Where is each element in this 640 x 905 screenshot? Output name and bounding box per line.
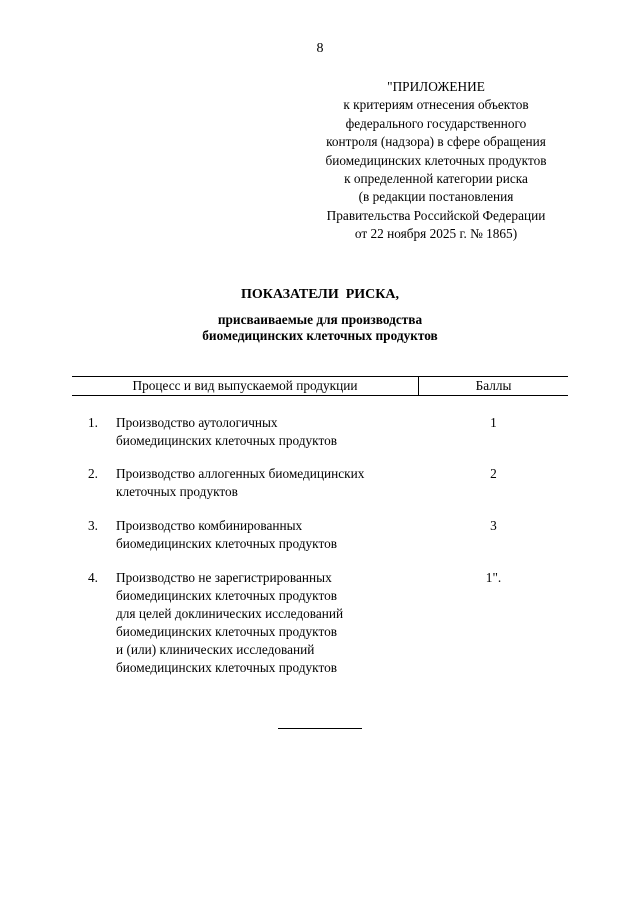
row-line: Производство комбинированных [116,518,303,533]
appendix-line: к определенной категории риска [344,171,528,187]
row-line: и (или) клинических исследований [116,642,315,657]
row-number: 2. [88,466,98,481]
document-title: ПОКАЗАТЕЛИ РИСКА, [240,287,400,302]
appendix-header [300,78,572,244]
row-line: биомедицинских клеточных продуктов [116,660,338,675]
end-rule [278,728,362,729]
row-line: Производство не зарегистрированных [116,570,332,585]
appendix-line: к критериям отнесения объектов [343,97,529,113]
row-line: клеточных продуктов [116,484,238,499]
row-number: 4. [88,570,98,585]
appendix-line: от 22 ноября 2025 г. № 1865) [354,226,518,242]
appendix-line: Правительства Российской Федерации [326,207,546,223]
appendix-line: контроля (надзора) в сфере обращения [326,134,546,150]
document-subtitle [0,312,640,344]
row-line: Производство аллогенных биомедицинских [116,466,365,481]
row-line: Производство аутологичных [116,415,278,430]
subtitle-line: присваиваемые для производства [217,312,423,327]
row-line: для целей доклинических исследований [116,606,344,621]
appendix-line: "ПРИЛОЖЕНИЕ [387,79,485,94]
subtitle-line: биомедицинских клеточных продуктов [202,328,438,343]
column-header-score: Баллы [475,378,512,393]
row-description [116,517,416,553]
appendix-line: биомедицинских клеточных продуктов [325,152,547,168]
row-number: 1. [88,415,98,430]
row-line: биомедицинских клеточных продуктов [116,588,338,603]
column-header-process: Процесс и вид выпускаемой продукции [72,377,419,395]
row-description [116,414,416,450]
appendix-line: федерального государственного [345,115,527,131]
row-score: 1". [485,570,502,585]
page-number: 8 [316,41,324,56]
appendix-line: (в редакции постановления [358,189,514,205]
row-line: биомедицинских клеточных продуктов [116,433,338,448]
row-line: биомедицинских клеточных продуктов [116,624,338,639]
row-number: 3. [88,518,98,533]
table-header [72,376,568,396]
row-line: биомедицинских клеточных продуктов [116,536,338,551]
row-description [116,569,416,677]
row-description [116,465,416,501]
row-score: 2 [490,466,497,481]
row-score: 3 [490,518,497,533]
row-score: 1 [490,415,497,430]
